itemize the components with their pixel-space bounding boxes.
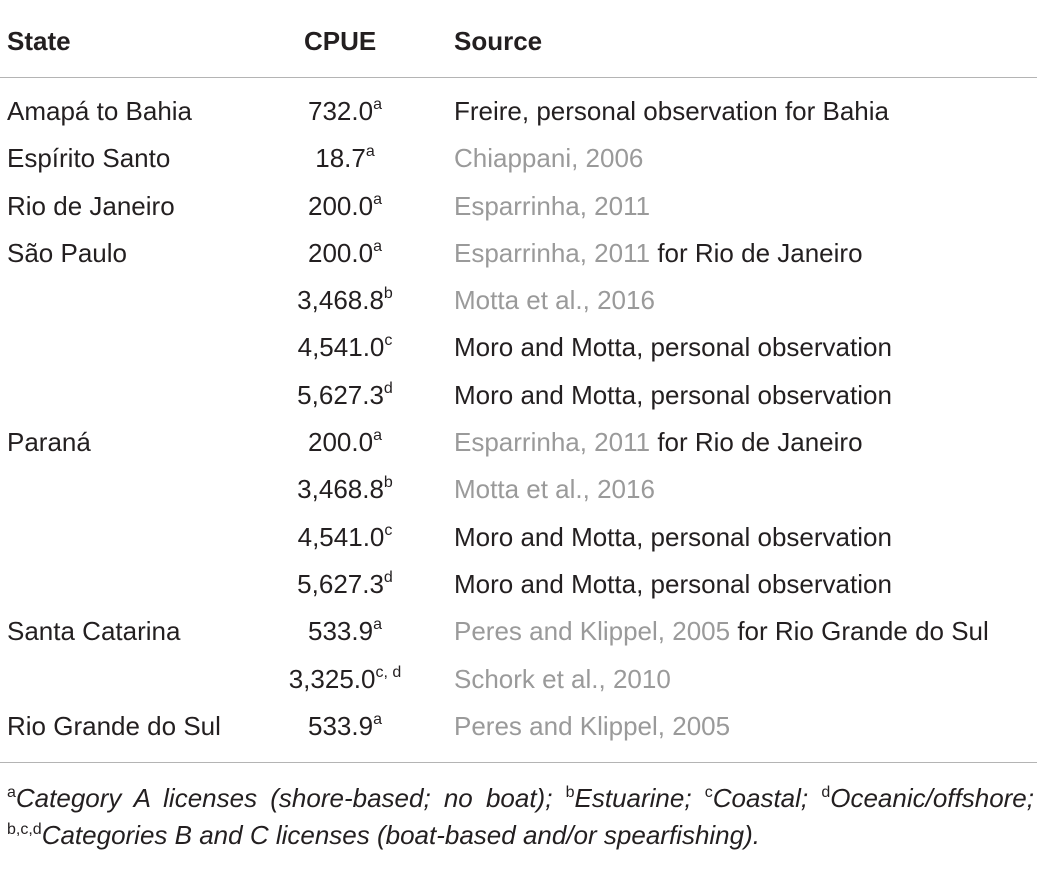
- table-row: [0, 419, 1041, 466]
- cpue-value: 18.7: [315, 143, 366, 174]
- source-note: for Rio de Janeiro: [650, 427, 863, 458]
- source-note: Moro and Motta, personal observation: [454, 332, 892, 363]
- footnote-mark-c: c: [704, 784, 713, 801]
- footnote-text-b: Estuarine;: [574, 783, 705, 813]
- cpue-value: 5,627.3: [297, 568, 384, 599]
- cpue-footnote-mark: a: [365, 143, 375, 161]
- footnote-mark-d: d: [821, 784, 831, 801]
- source-cell: [454, 135, 643, 182]
- source-note: Moro and Motta, personal observation: [454, 521, 892, 552]
- cpue-value: 200.0: [308, 237, 374, 268]
- source-cell: [454, 703, 730, 750]
- footnote-mark-a: a: [7, 784, 16, 801]
- state-cell: Santa Catarina: [7, 616, 181, 647]
- footnote-text-d: Oceanic/offshore;: [830, 783, 1034, 813]
- cpue-cell: [260, 183, 430, 230]
- source-reference-link[interactable]: Esparrinha, 2011: [454, 190, 651, 221]
- source-cell: [454, 183, 650, 230]
- cpue-cell: [260, 277, 430, 324]
- cpue-cell: [260, 88, 430, 135]
- table-row: [0, 277, 1041, 324]
- cpue-value: 200.0: [308, 190, 374, 221]
- source-reference-link[interactable]: Schork et al., 2010: [454, 663, 671, 694]
- source-cell: [454, 514, 892, 561]
- header-state: State: [7, 26, 71, 56]
- source-reference-link[interactable]: Motta et al., 2016: [454, 474, 655, 505]
- table-row: [0, 466, 1041, 513]
- table-row: [0, 88, 1041, 135]
- footnote-text-c: Coastal;: [712, 783, 822, 813]
- cpue-cell: [260, 135, 430, 182]
- cpue-value: 3,468.8: [297, 285, 384, 316]
- cpue-footnote-mark: c, d: [375, 663, 402, 681]
- table-row: [0, 324, 1041, 371]
- cpue-footnote-mark: a: [373, 237, 382, 255]
- cpue-cell: [260, 561, 430, 608]
- header-divider: [0, 77, 1037, 78]
- cpue-footnote-mark: a: [373, 190, 382, 208]
- state-cell: Paraná: [7, 427, 91, 458]
- cpue-footnote-mark: c: [384, 332, 393, 350]
- source-cell: [454, 88, 889, 135]
- source-cell: [454, 230, 863, 277]
- source-cell: [454, 608, 989, 655]
- cpue-footnote-mark: d: [383, 379, 393, 397]
- source-note: for Rio Grande do Sul: [730, 616, 989, 647]
- header-cpue: CPUE: [304, 26, 377, 56]
- source-cell: [454, 561, 892, 608]
- source-reference-link[interactable]: Esparrinha, 2011: [454, 427, 651, 458]
- source-cell: [454, 324, 892, 371]
- cpue-footnote-mark: b: [383, 474, 393, 492]
- table-row: [0, 514, 1041, 561]
- cpue-footnote-mark: c: [384, 521, 393, 539]
- table-row: [0, 183, 1041, 230]
- table-row: [0, 608, 1041, 655]
- state-cell: São Paulo: [7, 237, 127, 268]
- state-cell: Rio Grande do Sul: [7, 710, 221, 741]
- cpue-value: 200.0: [308, 427, 374, 458]
- table-row: [0, 230, 1041, 277]
- table-body: [0, 88, 1041, 750]
- source-reference-link[interactable]: Peres and Klippel, 2005: [454, 710, 731, 741]
- cpue-footnote-mark: b: [383, 285, 393, 303]
- source-reference-link[interactable]: Chiappani, 2006: [454, 143, 644, 174]
- source-note: for Rio de Janeiro: [650, 237, 863, 268]
- state-cell: Espírito Santo: [7, 143, 171, 174]
- table-row: [0, 372, 1041, 419]
- footnote-mark-b: b: [565, 784, 575, 801]
- cpue-cell: [260, 230, 430, 277]
- source-note: Moro and Motta, personal observation: [454, 568, 892, 599]
- cpue-cell: [260, 324, 430, 371]
- table-row: [0, 703, 1041, 750]
- source-note: Freire, personal observation for Bahia: [454, 96, 890, 126]
- cpue-cell: [260, 466, 430, 513]
- header-source: Source: [454, 26, 543, 56]
- source-cell: [454, 277, 655, 324]
- source-cell: [454, 419, 863, 466]
- cpue-value: 3,325.0: [288, 663, 376, 694]
- source-cell: [454, 656, 671, 703]
- table-row: [0, 135, 1041, 182]
- table-row: [0, 561, 1041, 608]
- cpue-cell: [260, 514, 430, 561]
- source-reference-link[interactable]: Peres and Klippel, 2005: [454, 616, 731, 647]
- table-row: [0, 656, 1041, 703]
- footnote-divider: [0, 762, 1037, 763]
- cpue-cell: [260, 608, 430, 655]
- source-note: Moro and Motta, personal observation: [454, 379, 892, 410]
- source-cell: [454, 466, 655, 513]
- cpue-footnote-mark: a: [373, 96, 382, 113]
- footnote-mark-bcd: b,c,d: [7, 820, 42, 838]
- cpue-cell: [260, 656, 430, 703]
- source-reference-link[interactable]: Esparrinha, 2011: [454, 237, 651, 268]
- state-cell: Amapá to Bahia: [7, 96, 193, 126]
- cpue-cell: [260, 372, 430, 419]
- cpue-cell: [260, 419, 430, 466]
- source-reference-link[interactable]: Motta et al., 2016: [454, 285, 655, 316]
- cpue-cell: [260, 703, 430, 750]
- cpue-value: 533.9: [308, 710, 374, 741]
- cpue-footnote-mark: a: [373, 616, 382, 634]
- cpue-value: 3,468.8: [297, 474, 384, 505]
- source-cell: [454, 372, 892, 419]
- footnote-text-a: Category A licenses (shore-based; no boat);: [15, 783, 566, 813]
- state-cell: Rio de Janeiro: [7, 190, 175, 221]
- cpue-footnote-mark: a: [373, 427, 382, 445]
- cpue-value: 4,541.0: [297, 521, 385, 552]
- cpue-footnote-mark: d: [383, 568, 393, 586]
- cpue-value: 732.0: [308, 96, 374, 126]
- cpue-value: 533.9: [308, 616, 374, 647]
- table-footnote: [7, 780, 1034, 853]
- cpue-value: 5,627.3: [297, 379, 384, 410]
- cpue-footnote-mark: a: [373, 710, 382, 728]
- cpue-value: 4,541.0: [297, 332, 385, 363]
- footnote-text-bcd: Categories B and C licenses (boat-based and/or spearfishing).: [41, 819, 760, 850]
